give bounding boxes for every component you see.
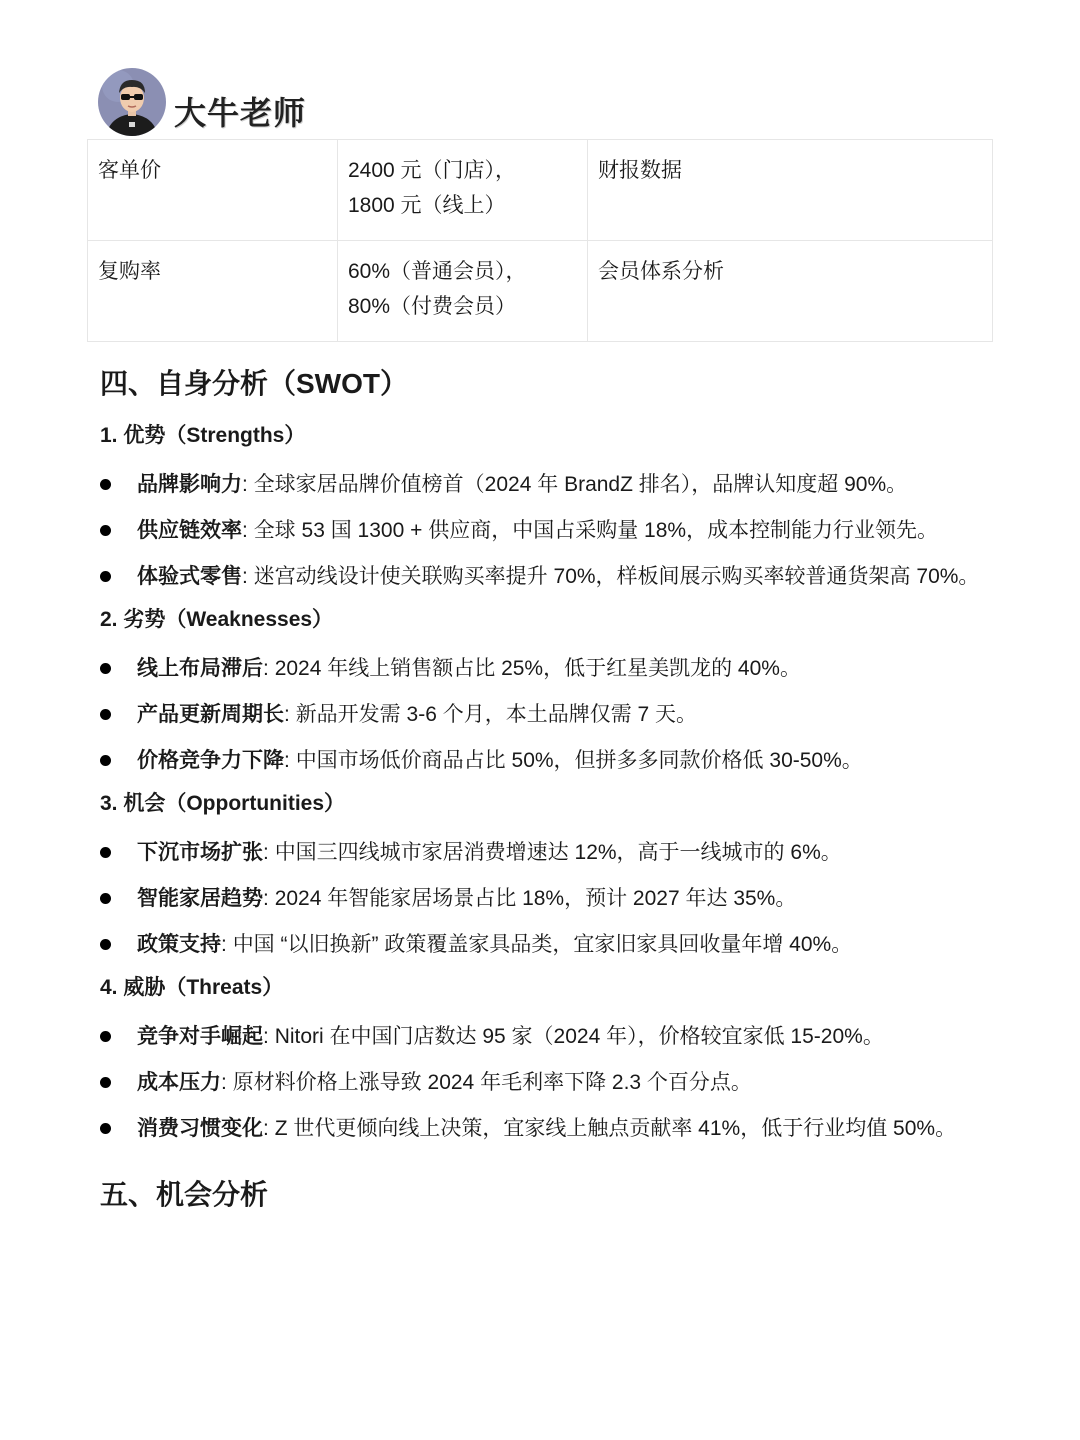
- list-item: [100, 927, 980, 962]
- bullet-icon: [100, 479, 111, 490]
- item-label: 体验式零售: [137, 565, 242, 588]
- list-item: [100, 559, 980, 594]
- value-cell: [338, 241, 588, 342]
- item-separator: :: [263, 887, 269, 910]
- item-separator: :: [284, 749, 290, 772]
- item-separator: :: [242, 565, 248, 588]
- item-separator: :: [263, 841, 269, 864]
- author-name: 大牛老师: [174, 95, 307, 131]
- bullet-icon: [100, 571, 111, 582]
- value-line: 60%（普通会员），: [348, 260, 527, 283]
- bullet-icon: [100, 1077, 111, 1088]
- item-text: 新品开发需 3-6 个月，本土品牌仅需 7 天。: [295, 703, 698, 726]
- value-line: 2400 元（门店），: [348, 159, 517, 182]
- item-label: 线上布局滞后: [137, 657, 263, 680]
- item-label: 供应链效率: [137, 519, 242, 542]
- list-item: [100, 697, 980, 732]
- metric-cell: 复购率: [88, 241, 338, 342]
- list-item: [100, 743, 980, 778]
- item-label: 价格竞争力下降: [137, 749, 284, 772]
- bullet-icon: [100, 1123, 111, 1134]
- table-row: [88, 241, 993, 342]
- bullet-icon: [100, 1031, 111, 1042]
- item-text: 全球家居品牌价值榜首（2024 年 BrandZ 排名），品牌认知度超 90%。: [253, 473, 908, 496]
- item-label: 消费习惯变化: [137, 1117, 263, 1140]
- item-label: 成本压力: [137, 1071, 221, 1094]
- item-separator: :: [263, 657, 269, 680]
- item-separator: :: [242, 473, 248, 496]
- list-item: [100, 835, 980, 870]
- bullet-icon: [100, 755, 111, 766]
- list-item: [100, 513, 980, 548]
- bullet-icon: [100, 663, 111, 674]
- item-label: 政策支持: [137, 933, 221, 956]
- avatar-portrait-icon: [98, 68, 166, 136]
- item-text: 2024 年线上销售额占比 25%，低于红星美凯龙的 40%。: [274, 657, 801, 680]
- table-row: [88, 140, 993, 241]
- item-text: 中国市场低价商品占比 50%，但拼多多同款价格低 30-50%。: [295, 749, 863, 772]
- item-label: 竞争对手崛起: [137, 1025, 263, 1048]
- item-text: 2024 年智能家居场景占比 18%，预计 2027 年达 35%。: [274, 887, 797, 910]
- item-text: 原材料价格上涨导致 2024 年毛利率下降 2.3 个百分点。: [232, 1071, 752, 1094]
- avatar: [98, 68, 166, 136]
- list-item: [100, 1065, 980, 1100]
- bullet-icon: [100, 939, 111, 950]
- list-item: [100, 1111, 980, 1146]
- item-separator: :: [242, 519, 248, 542]
- source-cell: 财报数据: [588, 140, 993, 241]
- item-separator: :: [263, 1025, 269, 1048]
- opportunities-list: [100, 835, 980, 962]
- list-item: [100, 651, 980, 686]
- article-body: [100, 362, 980, 1217]
- bullet-icon: [100, 893, 111, 904]
- list-item: [100, 467, 980, 502]
- bullet-icon: [100, 847, 111, 858]
- strengths-list: [100, 467, 980, 594]
- author-header: [98, 68, 306, 136]
- group-heading-weaknesses: 2. 劣势（Weaknesses）: [100, 608, 334, 631]
- section-title-opportunity-analysis: 五、机会分析: [100, 1179, 269, 1210]
- weaknesses-list: [100, 651, 980, 778]
- item-text: 中国 “以旧换新” 政策覆盖家具品类，宜家旧家具回收量年增 40%。: [232, 933, 853, 956]
- item-text: 全球 53 国 1300 + 供应商，中国占采购量 18%，成本控制能力行业领先。: [253, 519, 939, 542]
- item-separator: :: [221, 1071, 227, 1094]
- item-separator: :: [263, 1117, 269, 1140]
- value-line: 80%（付费会员）: [348, 295, 517, 318]
- item-label: 下沉市场扩张: [137, 841, 263, 864]
- item-separator: :: [284, 703, 290, 726]
- source-cell: 会员体系分析: [588, 241, 993, 342]
- group-heading-threats: 4. 威胁（Threats）: [100, 976, 284, 999]
- group-heading-opportunities: 3. 机会（Opportunities）: [100, 792, 346, 815]
- item-label: 智能家居趋势: [137, 887, 263, 910]
- metrics-table: [87, 139, 993, 342]
- bullet-icon: [100, 709, 111, 720]
- value-line: 1800 元（线上）: [348, 194, 506, 217]
- item-text: 迷宫动线设计使关联购买率提升 70%，样板间展示购买率较普通货架高 70%。: [253, 565, 980, 588]
- item-separator: :: [221, 933, 227, 956]
- bullet-icon: [100, 525, 111, 536]
- value-cell: [338, 140, 588, 241]
- item-label: 产品更新周期长: [137, 703, 284, 726]
- item-label: 品牌影响力: [137, 473, 242, 496]
- section-title-swot: 四、自身分析（SWOT）: [100, 368, 408, 399]
- item-text: Z 世代更倾向线上决策，宜家线上触点贡献率 41%，低于行业均值 50%。: [274, 1117, 957, 1140]
- list-item: [100, 1019, 980, 1054]
- list-item: [100, 881, 980, 916]
- metric-cell: 客单价: [88, 140, 338, 241]
- group-heading-strengths: 1. 优势（Strengths）: [100, 424, 306, 447]
- item-text: Nitori 在中国门店数达 95 家（2024 年），价格较宜家低 15-20%。: [274, 1025, 884, 1048]
- item-text: 中国三四线城市家居消费增速达 12%，高于一线城市的 6%。: [274, 841, 842, 864]
- threats-list: [100, 1019, 980, 1146]
